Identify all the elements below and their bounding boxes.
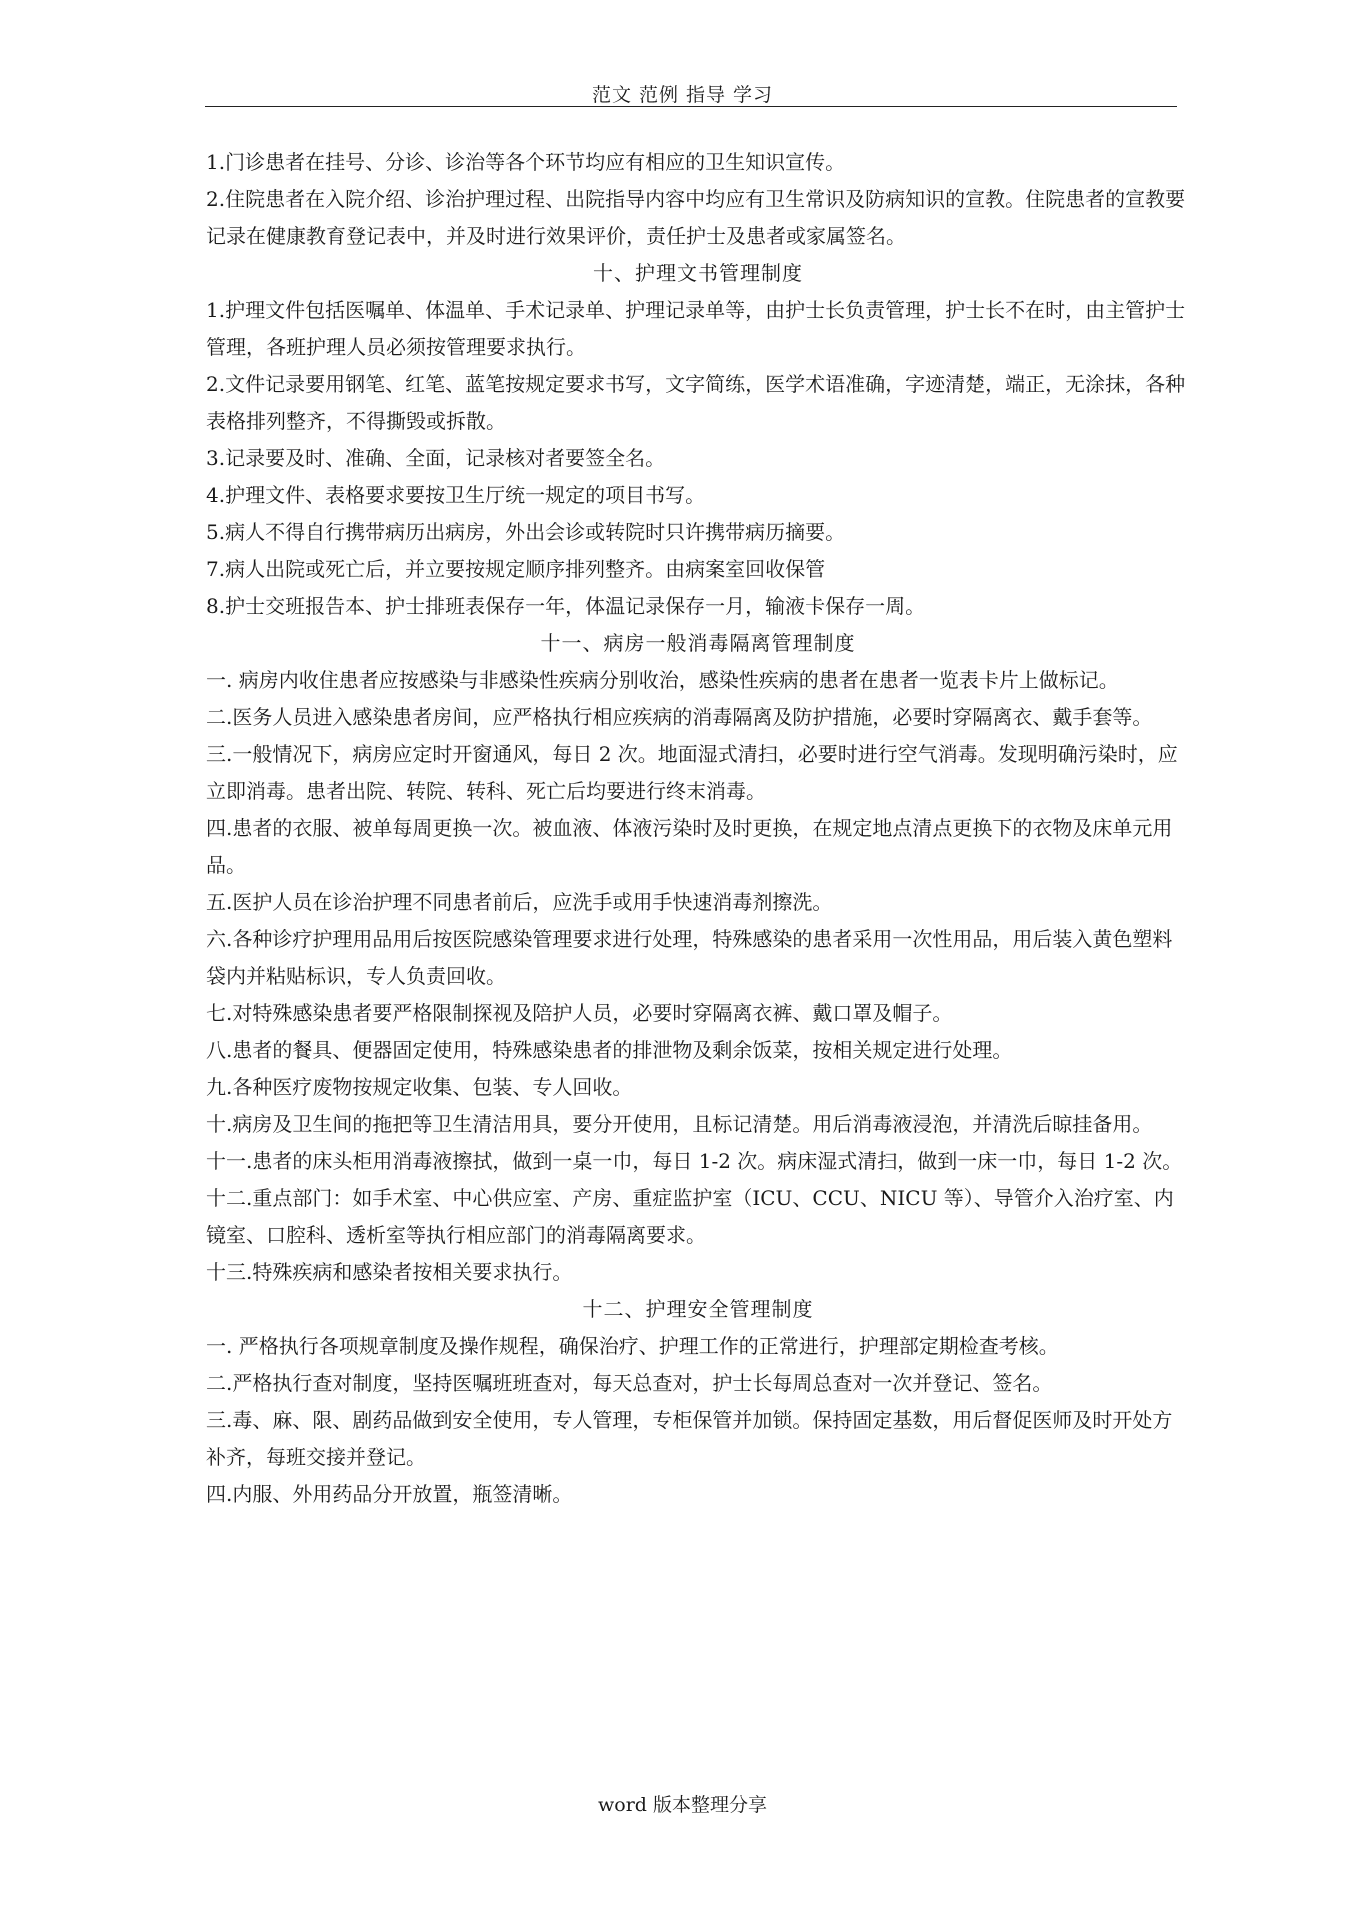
paragraph: 二.严格执行查对制度，坚持医嘱班班查对，每天总查对，护士长每周总查对一次并登记、签名。 <box>206 1371 1053 1395</box>
paragraph: 十三.特殊疾病和感染者按相关要求执行。 <box>206 1260 573 1284</box>
header-divider <box>205 106 1177 107</box>
paragraph: 一. 严格执行各项规章制度及操作规程，确保治疗、护理工作的正常进行，护理部定期检查考核。 <box>206 1334 1059 1358</box>
paragraph: 7.病人出院或死亡后，并立要按规定顺序排列整齐。由病案室回收保管 <box>206 557 826 581</box>
document-body <box>206 144 1190 1513</box>
section-title-eleven: 十一、病房一般消毒隔离管理制度 <box>540 631 856 655</box>
paragraph: 十一.患者的床头柜用消毒液擦拭，做到一桌一巾，每日 1-2 次。病床湿式清扫，做到一床一巾，每日 1-2 次。 <box>206 1149 1183 1173</box>
paragraph: 2.文件记录要用钢笔、红笔、蓝笔按规定要求书写，文字简练，医学术语准确，字迹清楚，端正，无涂抹，各种表格排列整齐，不得撕毁或拆散。 <box>206 372 1186 433</box>
paragraph: 七.对特殊感染患者要严格限制探视及陪护人员，必要时穿隔离衣裤、戴口罩及帽子。 <box>206 1001 953 1025</box>
paragraph: 三.毒、麻、限、剧药品做到安全使用，专人管理，专柜保管并加锁。保持固定基数，用后督促医师及时开处方补齐，每班交接并登记。 <box>206 1408 1173 1469</box>
paragraph: 二.医务人员进入感染患者房间，应严格执行相应疾病的消毒隔离及防护措施，必要时穿隔离衣、戴手套等。 <box>206 705 1153 729</box>
paragraph: 三.一般情况下，病房应定时开窗通风，每日 2 次。地面湿式清扫，必要时进行空气消毒。发现明确污染时，应立即消毒。患者出院、转院、转科、死亡后均要进行终末消毒。 <box>206 742 1178 803</box>
paragraph: 3.记录要及时、准确、全面，记录核对者要签全名。 <box>206 446 666 470</box>
paragraph: 5.病人不得自行携带病历出病房，外出会诊或转院时只许携带病历摘要。 <box>206 520 846 544</box>
paragraph: 八.患者的餐具、便器固定使用，特殊感染患者的排泄物及剩余饭菜，按相关规定进行处理。 <box>206 1038 1013 1062</box>
paragraph: 四.患者的衣服、被单每周更换一次。被血液、体液污染时及时更换，在规定地点清点更换下的衣物及床单元用品。 <box>206 816 1173 877</box>
paragraph: 十.病房及卫生间的拖把等卫生清洁用具，要分开使用，且标记清楚。用后消毒液浸泡，并清洗后晾挂备用。 <box>206 1112 1153 1136</box>
paragraph: 2.住院患者在入院介绍、诊治护理过程、出院指导内容中均应有卫生常识及防病知识的宣教。住院患者的宣教要记录在健康教育登记表中，并及时进行效果评价，责任护士及患者或家属签名。 <box>206 187 1186 248</box>
paragraph: 十二.重点部门：如手术室、中心供应室、产房、重症监护室（ICU、CCU、NICU 等）、导管介入治疗室、内镜室、口腔科、透析室等执行相应部门的消毒隔离要求。 <box>206 1186 1174 1247</box>
paragraph: 8.护士交班报告本、护士排班表保存一年，体温记录保存一月，输液卡保存一周。 <box>206 594 926 618</box>
paragraph: 四.内服、外用药品分开放置，瓶签清晰。 <box>206 1482 573 1506</box>
page-footer: word 版本整理分享 <box>598 1794 767 1816</box>
section-title-ten: 十、护理文书管理制度 <box>593 261 803 285</box>
paragraph: 4.护理文件、表格要求要按卫生厅统一规定的项目书写。 <box>206 483 706 507</box>
paragraph: 1.护理文件包括医嘱单、体温单、手术记录单、护理记录单等，由护士长负责管理，护士长不在时，由主管护士管理，各班护理人员必须按管理要求执行。 <box>206 298 1186 359</box>
section-title-twelve: 十二、护理安全管理制度 <box>582 1297 814 1321</box>
page-header-title: 范文 范例 指导 学习 <box>591 84 774 106</box>
paragraph: 一. 病房内收住患者应按感染与非感染性疾病分别收治，感染性疾病的患者在患者一览表卡片上做标记。 <box>206 668 1119 692</box>
paragraph: 九.各种医疗废物按规定收集、包装、专人回收。 <box>206 1075 633 1099</box>
paragraph: 1.门诊患者在挂号、分诊、诊治等各个环节均应有相应的卫生知识宣传。 <box>206 150 846 174</box>
paragraph: 六.各种诊疗护理用品用后按医院感染管理要求进行处理，特殊感染的患者采用一次性用品，用后装入黄色塑料袋内并粘贴标识，专人负责回收。 <box>206 927 1173 988</box>
paragraph: 五.医护人员在诊治护理不同患者前后，应洗手或用手快速消毒剂擦洗。 <box>206 890 833 914</box>
